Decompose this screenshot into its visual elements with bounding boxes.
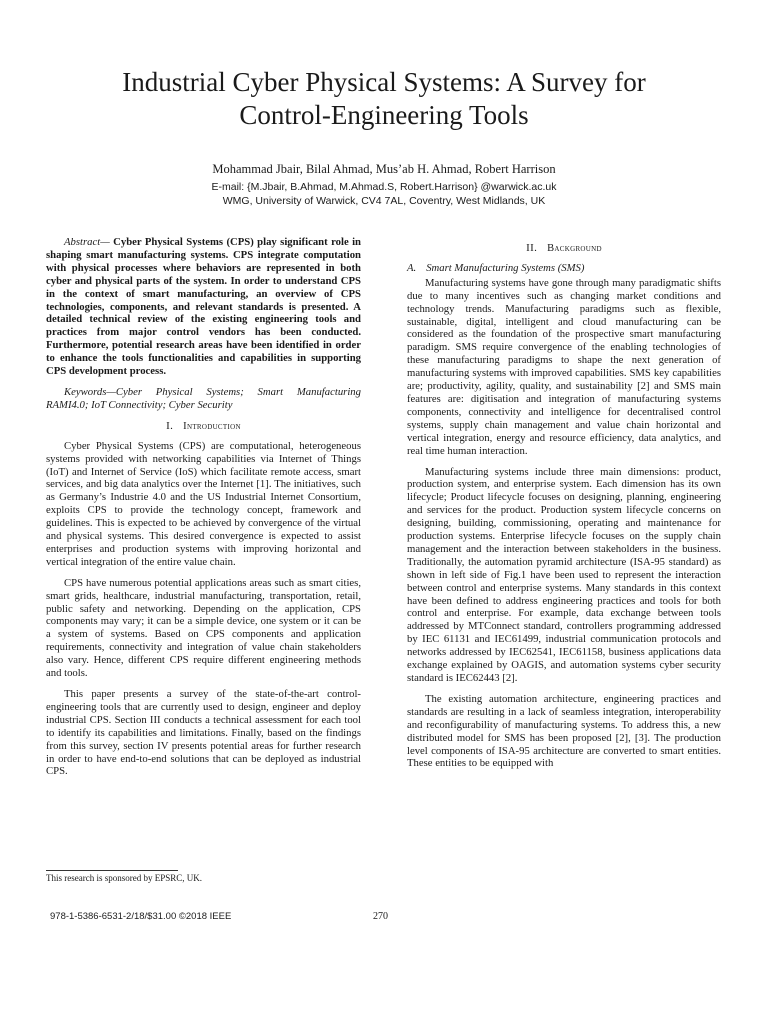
- title-line-2: Control-Engineering Tools: [239, 100, 529, 130]
- section-number: I.: [166, 419, 174, 432]
- copyright-isbn: 978-1-5386-6531-2/18/$31.00 ©2018 IEEE: [50, 911, 232, 922]
- subsection-title: Smart Manufacturing Systems (SMS): [426, 261, 585, 274]
- intro-paragraph: This paper presents a survey of the state-of-the-art control-engineering tools that are currently used to design, engineer and deploy industrial CPS. Section III conducts a technical assessment for each tool to identify its capabilities and limitations. Finally, based on the findings from this survey, section IV presents potential areas for further research in order to have end-to-end solutions that can be deployed as industrial CPS.: [46, 688, 361, 778]
- author-contact: [40, 180, 728, 208]
- background-paragraph: Manufacturing systems have gone through many paradigmatic shifts due to many incentives such as changing market conditions and technology trends. Manufacturing paradigms such as flexible, sustainable, digital, intelligent and cloud manufacturing can be considered as the foundation of the prospective smart manufacturing paradigm. SMS require convergence of the enabling technologies of these manufacturing paradigms to shape the next generation of manufacturing systems with improved capabilities. SMS key capabilities are; productivity, agility, quality, and sustainability [2] and SMS main features are: digitisation and integration of manufacturing systems components, connectivity and intelligence for decentralised control systems, supply chain management and value chain horizontal and vertical integration, energy and resource efficiency, data analytics, and real time human interaction.: [407, 276, 721, 457]
- footnote: This research is sponsored by EPSRC, UK.: [46, 873, 202, 883]
- section-title: Introduction: [183, 420, 241, 432]
- intro-paragraph: Cyber Physical Systems (CPS) are computational, heterogeneous systems provided with networking capabilities via Internet of Things (IoT) and Internet of Service (IoS) which facilitate remote access, smart services, and big data analytics over the Internet [1]. The initiatives, such as Germany’s Industrie 4.0 and the US Industrial Internet Consortium, exploits CPS to provide the technology concept, framework and guidelines. This is expected to be achieved by convergence of the virtual and physical systems. This desired convergence is expected to assist enterprises and production systems with improving horizontal and vertical integration of the entire value chain.: [46, 439, 361, 568]
- intro-paragraph: CPS have numerous potential applications areas such as smart cities, smart grids, healthcare, industrial manufacturing, transportation, retail, public safety and networking. Depending on the application, CPS components may vary; it can be a simple device, one system or it can be a system of systems. Based on CPS components and application requirements, connectivity and integration of value chain stakeholders also vary. Hence, different CPS require different engineering methods and tools.: [46, 576, 361, 680]
- abstract: [46, 236, 361, 378]
- section-heading-background: [407, 242, 721, 256]
- footnote-divider: [46, 870, 178, 871]
- author-affiliation: WMG, University of Warwick, CV4 7AL, Coventry, West Midlands, UK: [222, 195, 546, 207]
- keywords: Keywords—Cyber Physical Systems; Smart Manufacturing RAMI4.0; IoT Connectivity; Cyber Security: [46, 385, 361, 411]
- section-title: Background: [547, 243, 602, 254]
- left-column: [46, 236, 361, 786]
- page-number: 270: [373, 911, 388, 922]
- background-paragraph: Manufacturing systems include three main dimensions: product, production system, and enterprise system. Each dimension has its own lifecycle; Product lifecycle focuses on designing, planning, engineering and services for the product. Production system lifecycle concerns on designing, building, commissioning, operating and maintenance for production systems. Enterprise lifecycle focuses on the supply chain management and the interaction between stakeholders in the business. Traditionally, the automation pyramid architecture (ISA-95 standard) as shown in left side of Fig.1 have been used to represent the interaction between control and enterprise systems. Many standards in this context have been defined to address engineering practices and tools for both control and enterprise. For example, data exchange between tools addressed by MTConnect standard, controllers programming addressed by IEC 61131 and IEC61499, industrial communication protocols and networks addressed by IEC62541, IEC61158, business applications data exchange explained by OAGIS, and automation systems cyber security standard is IEC62443 [2].: [407, 465, 721, 684]
- author-list: Mohammad Jbair, Bilal Ahmad, Mus’ab H. Ahmad, Robert Harrison: [212, 162, 556, 176]
- paper-title: [40, 66, 728, 132]
- background-paragraph: The existing automation architecture, engineering practices and standards are resulting in a lack of seamless integration, interoperability and reconfigurability of manufacturing systems. To address this, a new distributed model for SMS has been proposed [2], [3]. The production level components of ISA-95 architecture are converted to smart entities. These entities to be equipped with: [407, 692, 721, 770]
- section-heading-introduction: [46, 420, 361, 434]
- right-column: [407, 236, 721, 778]
- title-line-1: Industrial Cyber Physical Systems: A Survey for: [122, 67, 646, 97]
- abstract-text: Cyber Physical Systems (CPS) play significant role in shaping smart manufacturing systems. CPS integrate computation with physical processes where behaviors are represented in both cyber and physical parts of the system. In order to understand CPS in the context of smart manufacturing, an overview of CPS technologies, components, and relevant standards is presented. A detailed technical review of the existing engineering tools and practices from major control vendors has been conducted. Furthermore, potential research areas have been identified in order to enhance the tools functionalities and capabilities in supporting CPS development process.: [46, 236, 362, 378]
- author-email: E-mail: {M.Jbair, B.Ahmad, M.Ahmad.S, Robert.Harrison} @warwick.ac.uk: [211, 181, 557, 193]
- abstract-lead: Abstract—: [64, 236, 110, 248]
- section-number: II.: [526, 242, 538, 254]
- subsection-number: A.: [407, 261, 417, 274]
- subsection-heading-sms: [407, 262, 721, 275]
